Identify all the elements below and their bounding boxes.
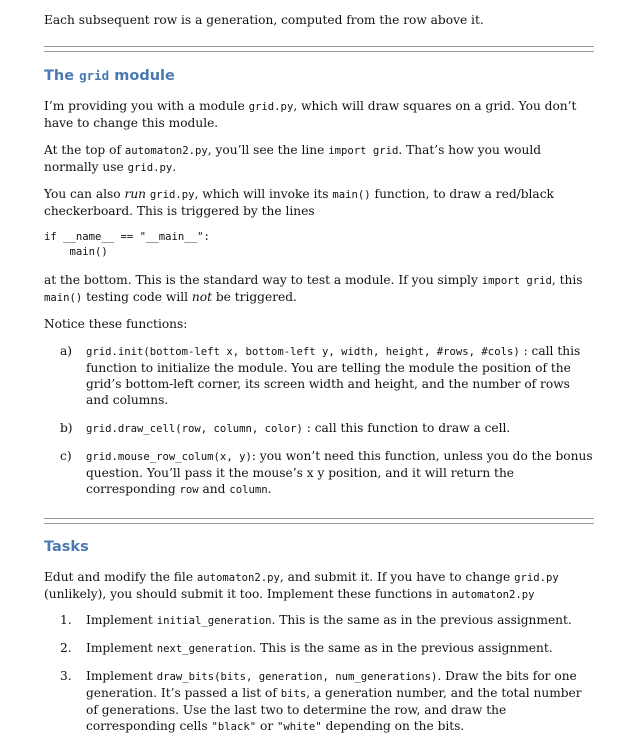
function-item bbox=[44, 343, 594, 408]
text: , this bbox=[551, 273, 583, 287]
code: column bbox=[229, 484, 268, 496]
text: function, to draw a red/black checkerboard. This is triggered by the lines bbox=[44, 187, 554, 218]
code: grid.mouse_row_colum(x, y) bbox=[86, 451, 252, 463]
text: I’m providing you with a module bbox=[44, 99, 249, 113]
text: Implement bbox=[86, 641, 157, 655]
list-marker: 1. bbox=[60, 613, 72, 627]
text: , which will draw squares on a grid. You don’t have to change this module. bbox=[44, 99, 577, 130]
text: or bbox=[256, 719, 278, 733]
intro-text: Each subsequent row is a generation, computed from the row above it. bbox=[44, 13, 484, 27]
text: Edut and modify the file bbox=[44, 570, 197, 584]
code: grid.py bbox=[514, 572, 559, 584]
text: At the top of bbox=[44, 143, 125, 157]
text: and bbox=[198, 482, 230, 496]
text: . bbox=[172, 160, 177, 174]
heading-suffix: module bbox=[109, 68, 175, 84]
text: be triggered. bbox=[212, 290, 297, 304]
text: . Draw the bits for one generation. It’s passed a list of bbox=[86, 669, 577, 700]
emphasis: not bbox=[191, 290, 212, 304]
code: next_generation bbox=[156, 643, 253, 655]
text: depending on the bits. bbox=[321, 719, 465, 733]
grid-paragraph-4 bbox=[44, 272, 592, 306]
list-marker: c) bbox=[60, 449, 72, 463]
task-item bbox=[44, 668, 594, 735]
code: bits bbox=[280, 688, 307, 700]
text: , which will invoke its bbox=[194, 187, 333, 201]
heading-prefix: The bbox=[44, 68, 80, 84]
code: "white" bbox=[277, 721, 322, 733]
code: main() bbox=[332, 189, 371, 201]
code: main() bbox=[44, 292, 83, 304]
text: : call this function to draw a cell. bbox=[306, 421, 511, 435]
text: . bbox=[267, 482, 272, 496]
text: , a generation number, and the total number of generations. Use the last two to determine the row, and draw the corresponding cells bbox=[86, 686, 582, 733]
grid-paragraph-3 bbox=[44, 186, 592, 219]
code: import grid bbox=[328, 145, 399, 157]
code: automaton2.py bbox=[451, 589, 535, 601]
code: initial_generation bbox=[156, 615, 272, 627]
code: automaton2.py bbox=[196, 572, 280, 584]
text: testing code will bbox=[82, 290, 192, 304]
list-marker: 3. bbox=[60, 669, 72, 683]
function-item bbox=[44, 448, 594, 498]
task-item bbox=[44, 612, 594, 629]
text: at the bottom. This is the standard way to test a module. If you simply bbox=[44, 273, 482, 287]
list-marker: 2. bbox=[60, 641, 72, 655]
grid-paragraph-1 bbox=[44, 98, 592, 131]
code: grid.py bbox=[248, 101, 294, 113]
section-divider bbox=[44, 518, 594, 524]
text: Implement bbox=[86, 613, 157, 627]
grid-paragraph-5: Notice these functions: bbox=[44, 317, 188, 331]
code: grid.init(bottom-left x, bottom-left y, width, height, #rows, #cols) bbox=[86, 346, 520, 358]
text: , and submit it. If you have to change bbox=[279, 570, 515, 584]
task-item bbox=[44, 640, 594, 657]
text: . That’s how you would normally use bbox=[44, 143, 542, 174]
emphasis: run bbox=[124, 187, 147, 201]
text: . This is the same as in the previous assignment. bbox=[271, 613, 572, 627]
heading-code: grid bbox=[79, 68, 110, 83]
text: You can also bbox=[44, 187, 125, 201]
list-marker: a) bbox=[60, 344, 73, 358]
tasks-intro bbox=[44, 569, 592, 603]
code: grid.py bbox=[149, 189, 195, 201]
code: "black" bbox=[211, 721, 257, 733]
text: Implement bbox=[86, 669, 157, 683]
grid-paragraph-2 bbox=[44, 142, 592, 176]
text: . This is the same as in the previous assignment. bbox=[252, 641, 553, 655]
text: : you won’t need this function, unless you do the bonus question. You’ll pass it the mouse’s x y position, and it will return the corresponding bbox=[86, 449, 593, 496]
code: grid.draw_cell(row, column, color) bbox=[86, 423, 303, 435]
code: automaton2.py bbox=[124, 145, 208, 157]
text: (unlikely), you should submit it too. Implement these functions in bbox=[44, 587, 452, 601]
code: row bbox=[179, 484, 199, 496]
tasks-heading: Tasks bbox=[44, 539, 89, 555]
code: import grid bbox=[481, 275, 552, 287]
text: , you’ll see the line bbox=[207, 143, 329, 157]
list-marker: b) bbox=[60, 421, 73, 435]
section-divider bbox=[44, 46, 594, 52]
function-item bbox=[44, 420, 594, 437]
code: grid.py bbox=[127, 162, 173, 174]
grid-module-heading bbox=[44, 68, 175, 84]
code-line-2: main() bbox=[44, 246, 108, 258]
code-line-1: if __name__ == "__main__": bbox=[44, 231, 210, 243]
text: : call this function to initialize the module. You are telling the module the position of the grid’s bottom-left corner, its screen width and height, and the number of rows and columns. bbox=[86, 344, 581, 407]
code: draw_bits(bits, generation, num_generations) bbox=[156, 671, 438, 683]
